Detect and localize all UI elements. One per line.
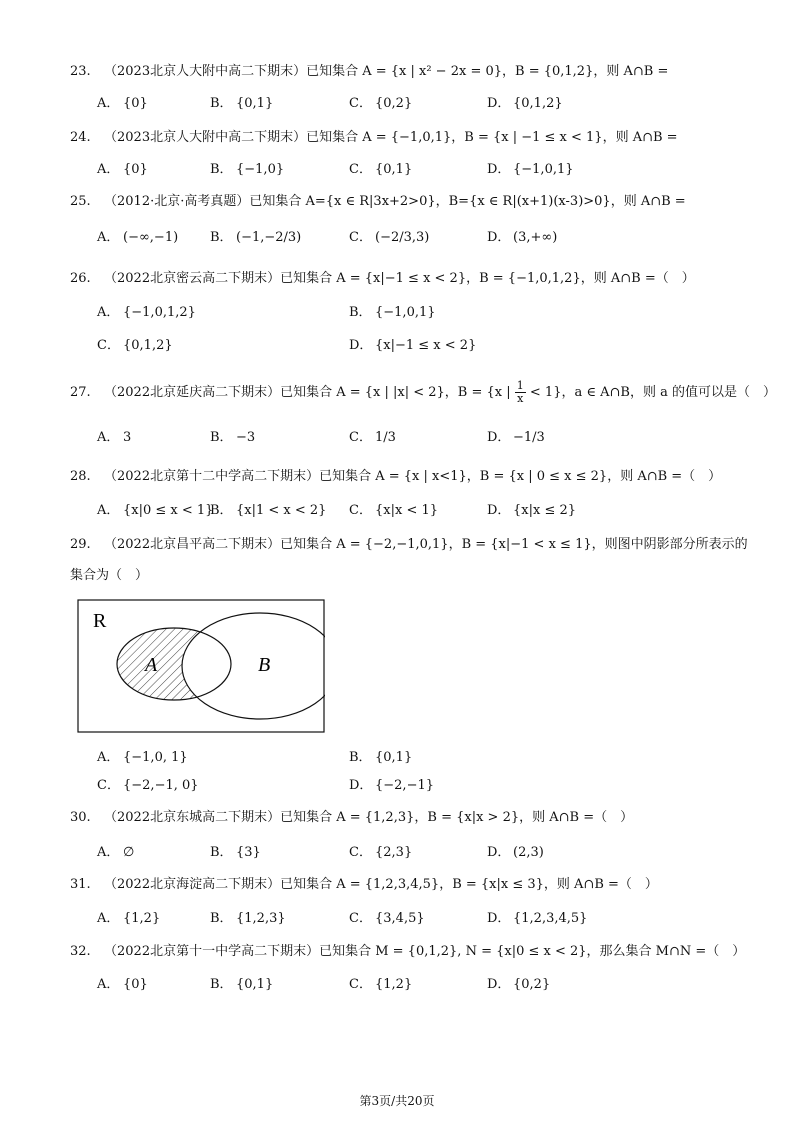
universe-box xyxy=(78,600,324,732)
option-b: B． {−1,0} xyxy=(210,162,285,177)
universe-label: R xyxy=(93,610,107,632)
question-number: 27. xyxy=(70,385,91,400)
option-d: D． {−1,0,1} xyxy=(487,162,574,177)
option-b: B． −3 xyxy=(210,430,256,445)
option-b: B． {x|1 < x < 2} xyxy=(210,503,327,518)
option-a: A． {0} xyxy=(97,96,148,111)
venn-diagram xyxy=(77,599,325,733)
option-d: D． {1,2,3,4,5} xyxy=(487,911,588,926)
question-number: 30. xyxy=(70,810,91,825)
question-number: 32. xyxy=(70,944,91,959)
question-23 xyxy=(70,64,668,80)
question-text: （2022北京海淀高二下期末）已知集合 A = {1,2,3,4,5}，B = {x|x ≤ 3}，则 A∩B =（ ） xyxy=(104,877,658,892)
option-b: B． {0,1} xyxy=(210,977,274,992)
option-a: A． {x|0 ≤ x < 1} xyxy=(97,503,214,518)
question-32 xyxy=(70,944,745,960)
option-c: C． 1/3 xyxy=(349,430,396,445)
option-a: A． {1,2} xyxy=(97,911,161,926)
question-number: 29. xyxy=(70,537,91,552)
question-text: （2022北京第十二中学高二下期末）已知集合 A = {x | x<1}，B = {x | 0 ≤ x ≤ 2}，则 A∩B =（ ） xyxy=(104,469,722,484)
option-c: C． {0,1} xyxy=(349,162,413,177)
question-text: （2022北京昌平高二下期末）已知集合 A = {−2,−1,0,1}，B = {x|−1 < x ≤ 1}，则图中阴影部分所表示的 xyxy=(104,537,748,552)
option-a: A． 3 xyxy=(97,430,132,445)
question-number: 28. xyxy=(70,469,91,484)
question-text-end: < 1}，a ∈ A∩B，则 a 的值可以是（ ） xyxy=(529,385,776,400)
question-24 xyxy=(70,130,678,146)
option-d: D． (3,+∞) xyxy=(487,230,558,245)
option-a: A． {−1,0, 1} xyxy=(97,750,188,765)
option-b: B． (−1,−2/3) xyxy=(210,230,302,245)
option-c: C． {2,3} xyxy=(349,845,413,860)
page-footer: 第3页/共20页 xyxy=(359,1094,435,1108)
option-c: C． {3,4,5} xyxy=(349,911,425,926)
option-a: A． {0} xyxy=(97,977,148,992)
question-30 xyxy=(70,810,633,826)
question-text: （2022北京密云高二下期末）已知集合 A = {x|−1 ≤ x < 2}，B = {−1,0,1,2}，则 A∩B =（ ） xyxy=(104,271,695,286)
option-c: C． {x|x < 1} xyxy=(349,503,439,518)
option-c: C． {0,2} xyxy=(349,96,413,111)
option-b: B． {1,2,3} xyxy=(210,911,286,926)
question-text: （2022北京东城高二下期末）已知集合 A = {1,2,3}，B = {x|x > 2}，则 A∩B =（ ） xyxy=(104,810,634,825)
option-d: D． {−2,−1} xyxy=(349,778,435,793)
question-text: （2023北京人大附中高二下期末）已知集合 A = {−1,0,1}，B = {x | −1 ≤ x < 1}，则 A∩B = xyxy=(104,130,678,145)
option-a: A． (−∞,−1) xyxy=(97,230,179,245)
question-29-line2 xyxy=(70,568,148,584)
fraction-1-over-x: $\frac{1}{x}$ xyxy=(516,379,524,405)
option-c: C． {−2,−1, 0} xyxy=(97,778,199,793)
question-text: （2012·北京·高考真题）已知集合 A={x ∈ R|3x+2>0}，B={x ∈ R|(x+1)(x-3)>0}，则 A∩B = xyxy=(104,194,686,209)
question-number: 23. xyxy=(70,64,91,79)
question-25 xyxy=(70,194,686,210)
question-text: （2023北京人大附中高二下期末）已知集合 A = {x | x² − 2x = 0}，B = {0,1,2}，则 A∩B = xyxy=(104,64,669,79)
question-31 xyxy=(70,877,658,893)
option-b: B． {0,1} xyxy=(349,750,413,765)
option-c: C． (−2/3,3) xyxy=(349,230,430,245)
set-a-label: A xyxy=(145,654,158,676)
option-a: A． {0} xyxy=(97,162,148,177)
question-29 xyxy=(70,537,748,553)
option-c: C． {0,1,2} xyxy=(97,338,173,353)
option-d: D． {0,1,2} xyxy=(487,96,563,111)
option-d: D． −1/3 xyxy=(487,430,545,445)
question-28 xyxy=(70,469,721,485)
question-number: 25. xyxy=(70,194,91,209)
question-text-start: （2022北京延庆高二下期末）已知集合 A = {x | |x| < 2}，B = {x | xyxy=(104,385,511,400)
option-c: C． {1,2} xyxy=(349,977,413,992)
option-a: A． ∅ xyxy=(97,845,135,860)
option-b: B． {3} xyxy=(210,845,261,860)
question-27 xyxy=(70,380,776,405)
question-number: 26. xyxy=(70,271,91,286)
question-number: 31. xyxy=(70,877,91,892)
option-d: D． {x|−1 ≤ x < 2} xyxy=(349,338,477,353)
question-number: 24. xyxy=(70,130,91,145)
question-text: （2022北京第十一中学高二下期末）已知集合 M = {0,1,2}, N = {x|0 ≤ x < 2}，那么集合 M∩N =（ ） xyxy=(104,944,746,959)
option-d: D． {0,2} xyxy=(487,977,551,992)
set-b-label: B xyxy=(258,654,271,676)
option-a: A． {−1,0,1,2} xyxy=(97,305,196,320)
option-b: B． {−1,0,1} xyxy=(349,305,436,320)
option-b: B． {0,1} xyxy=(210,96,274,111)
question-text: 集合为（ ） xyxy=(70,568,149,583)
option-d: D． (2,3) xyxy=(487,845,544,860)
question-26 xyxy=(70,271,695,287)
option-d: D． {x|x ≤ 2} xyxy=(487,503,577,518)
